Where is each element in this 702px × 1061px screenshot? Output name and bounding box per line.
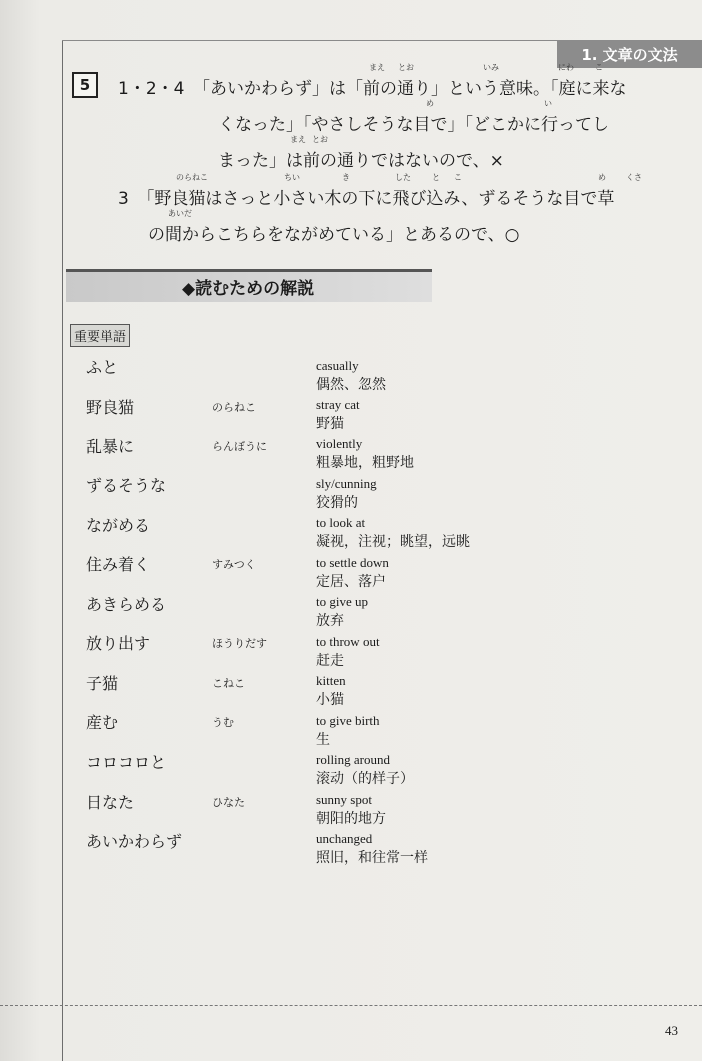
- vocab-reading: うむ: [212, 716, 234, 729]
- vocab-english: to throw out: [316, 634, 380, 649]
- furigana: こ: [454, 173, 462, 182]
- answer-line: 1・2・4 「あいかわらず」は「前の通り」という意味。「庭に来な: [118, 79, 627, 99]
- vocab-term: 子猫: [86, 674, 119, 693]
- vocab-chinese: 狡猾的: [316, 495, 358, 511]
- vocab-chinese: 野猫: [316, 416, 344, 432]
- vocab-chinese: 照旧，和往常一样: [316, 850, 428, 866]
- vocab-chinese: 朝阳的地方: [316, 811, 386, 827]
- answer-line: まった」は前の通りではないので、×: [218, 151, 504, 171]
- furigana: い: [544, 99, 552, 108]
- vocab-english: to give birth: [316, 713, 380, 728]
- vocab-term: あきらめる: [86, 595, 167, 614]
- section-title: ◆読むための解説: [182, 279, 315, 299]
- vocab-term: 日なた: [86, 793, 135, 812]
- vocab-chinese: 滚动（的样子）: [316, 771, 414, 787]
- vocab-term: ながめる: [86, 516, 151, 535]
- vocab-chinese: 放弃: [316, 613, 344, 629]
- furigana: ちい: [284, 173, 300, 182]
- furigana: いみ: [483, 63, 499, 72]
- left-margin-rule: [62, 40, 63, 1061]
- furigana: とお: [312, 135, 328, 144]
- vocab-term: あいかわらず: [86, 832, 183, 851]
- answer-line: 3 「野良猫はさっと小さい木の下に飛び込み、ずるそうな目で草: [118, 189, 615, 209]
- vocab-english: to give up: [316, 594, 368, 609]
- vocab-reading: こねこ: [212, 677, 245, 690]
- vocab-term: ずるそうな: [86, 476, 167, 495]
- vocab-term: 住み着く: [86, 555, 151, 574]
- furigana: くさ: [626, 173, 642, 182]
- vocab-term: コロコロと: [86, 753, 167, 772]
- furigana: にわ: [558, 63, 574, 72]
- vocab-reading: のらねこ: [212, 401, 256, 414]
- vocab-english: rolling around: [316, 752, 391, 767]
- footer-dashed-rule: [0, 1005, 702, 1006]
- vocab-english: stray cat: [316, 397, 360, 412]
- vocab-english: sunny spot: [316, 792, 372, 807]
- vocab-term: 産む: [86, 713, 119, 732]
- furigana: まえ: [369, 63, 385, 72]
- furigana: とお: [398, 63, 414, 72]
- vocab-english: casually: [316, 358, 359, 373]
- vocab-english: kitten: [316, 673, 346, 688]
- vocab-english: violently: [316, 436, 363, 451]
- vocab-reading: ほうりだす: [212, 637, 267, 650]
- vocab-chinese: 定居、落户: [316, 574, 386, 590]
- vocab-label: 重要単語: [70, 324, 130, 347]
- answer-line: くなった」「やさしそうな目で」「どこかに行ってし: [218, 115, 609, 135]
- vocab-chinese: 粗暴地，粗野地: [316, 455, 414, 471]
- answer-line: の間からこちらをながめている」とあるので、○: [148, 225, 520, 245]
- furigana: のらねこ: [176, 173, 208, 182]
- vocab-term: 乱暴に: [86, 437, 135, 456]
- vocab-term: 放り出す: [86, 634, 151, 653]
- furigana: まえ: [290, 135, 306, 144]
- vocab-english: sly/cunning: [316, 476, 377, 491]
- vocab-chinese: 小猫: [316, 692, 344, 708]
- question-number-box: 5: [72, 72, 98, 98]
- furigana: き: [342, 173, 350, 182]
- chapter-header-tab: 1. 文章の文法: [557, 40, 702, 68]
- vocab-english: unchanged: [316, 831, 373, 846]
- page-number: 43: [665, 1023, 678, 1038]
- furigana: した: [395, 173, 411, 182]
- furigana: あいだ: [168, 209, 192, 218]
- vocab-chinese: 偶然、忽然: [316, 377, 386, 393]
- vocab-chinese: 生: [316, 732, 330, 748]
- vocab-english: to look at: [316, 515, 366, 530]
- vocab-term: 野良猫: [86, 398, 135, 417]
- vocab-chinese: 凝视，注视；眺望，远眺: [316, 534, 470, 550]
- vocab-chinese: 赶走: [316, 653, 344, 669]
- furigana: め: [598, 173, 606, 182]
- furigana: こ: [595, 63, 603, 72]
- vocab-english: to settle down: [316, 555, 389, 570]
- furigana: め: [426, 99, 434, 108]
- vocab-reading: ひなた: [212, 796, 245, 809]
- furigana: と: [432, 173, 440, 182]
- vocab-term: ふと: [86, 358, 119, 377]
- vocab-reading: らんぼうに: [212, 440, 267, 453]
- vocab-reading: すみつく: [212, 558, 256, 571]
